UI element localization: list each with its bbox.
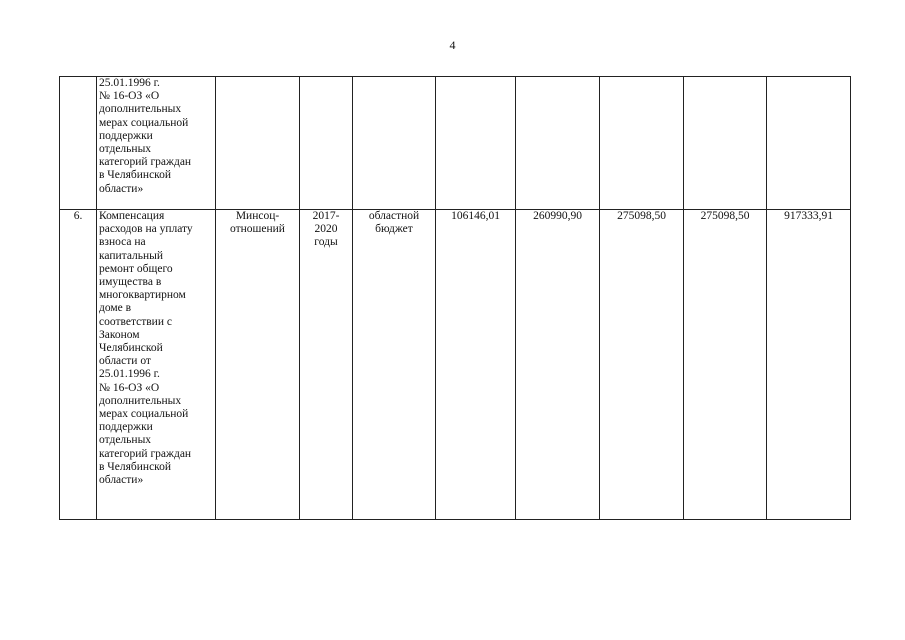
table-row [60,210,851,520]
executor-cell [216,77,300,210]
amount-2019-cell: 275098,50 [600,210,684,520]
period-cell: 2017- 2020 годы [300,210,353,520]
row-number-cell: 6. [60,210,97,520]
amount-2020-cell [684,77,767,210]
amount-2017-cell: 106146,01 [436,210,516,520]
amount-2018-cell: 260990,90 [516,210,600,520]
page-number: 4 [449,38,456,52]
table-row [60,77,851,210]
amount-total-cell [767,77,851,210]
amount-2018-cell [516,77,600,210]
measure-name-cell: 25.01.1996 г. № 16-ОЗ «О дополнительных мерах социальной поддержки отдельных категорий граждан в Челябинской области» [97,77,216,210]
executor-cell: Минсоц- отношений [216,210,300,520]
measure-name-cell: Компенсация расходов на уплату взноса на капитальный ремонт общего имущества в многоквартирном доме в соответствии с Законом Челябинской области от 25.01.1996 г. № 16-ОЗ «О дополнительных мерах социальной поддержки отдельных категорий граждан в Челябинской области» [97,210,216,520]
period-cell [300,77,353,210]
amount-2017-cell [436,77,516,210]
funding-source-cell: областной бюджет [353,210,436,520]
program-measures-table [59,76,851,520]
amount-2019-cell [600,77,684,210]
amount-total-cell: 917333,91 [767,210,851,520]
funding-source-cell [353,77,436,210]
row-number-cell [60,77,97,210]
amount-2020-cell: 275098,50 [684,210,767,520]
